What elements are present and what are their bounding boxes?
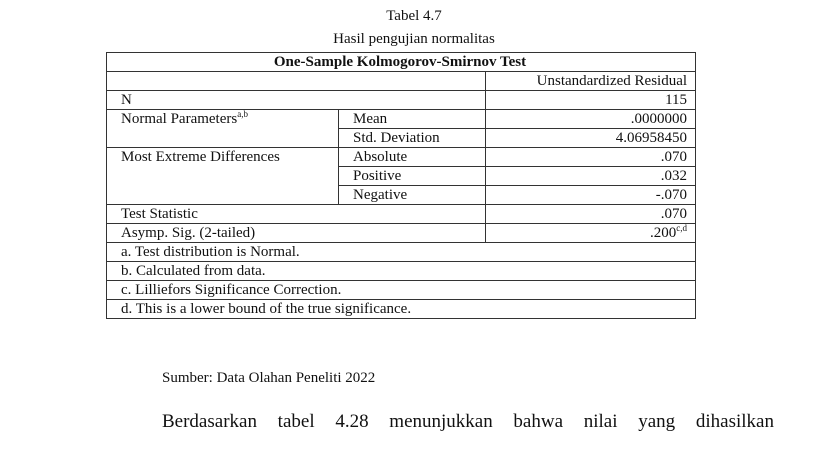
row-label-normal-parameters — [107, 110, 339, 129]
table-header-row — [107, 72, 696, 91]
asymp-sig-sup: c,d — [676, 223, 688, 233]
value-absolute: .070 — [486, 148, 696, 167]
row-label-std-deviation: Std. Deviation — [339, 129, 486, 148]
footnote-c: c. Lilliefors Significance Correction. — [107, 281, 696, 300]
table-row-test-statistic — [107, 205, 696, 224]
table-number: Tabel 4.7 — [386, 8, 442, 24]
value-test-statistic: .070 — [486, 205, 696, 224]
value-negative: -.070 — [486, 186, 696, 205]
table-row-positive — [107, 167, 696, 186]
asymp-sig-text: .200 — [650, 225, 677, 241]
normal-parameters-sup: a,b — [237, 109, 248, 119]
value-std-deviation: 4.06958450 — [486, 129, 696, 148]
body-paragraph: Berdasarkan tabel 4.28 menunjukkan bahwa nilai yang dihasilkan — [162, 411, 774, 432]
table-row-negative — [107, 186, 696, 205]
row-label-negative: Negative — [339, 186, 486, 205]
value-positive: .032 — [486, 167, 696, 186]
footnote-d: d. This is a lower bound of the true significance. — [107, 300, 696, 319]
ks-test-table — [106, 52, 696, 319]
spacer-cell — [107, 129, 339, 148]
header-blank-cell — [107, 72, 486, 91]
spacer-cell — [107, 167, 339, 186]
footnote-a: a. Test distribution is Normal. — [107, 243, 696, 262]
value-asymp-sig — [486, 224, 696, 243]
value-n: 115 — [486, 91, 696, 110]
row-label-absolute: Absolute — [339, 148, 486, 167]
normal-parameters-text: Normal Parameters — [121, 111, 238, 127]
table-row-std-deviation — [107, 129, 696, 148]
footnote-row — [107, 300, 696, 319]
row-label-positive: Positive — [339, 167, 486, 186]
row-label-most-extreme-differences: Most Extreme Differences — [107, 148, 339, 167]
table-title: Hasil pengujian normalitas — [333, 31, 495, 47]
value-mean: .0000000 — [486, 110, 696, 129]
table-row-mean — [107, 110, 696, 129]
row-label-asymp-sig: Asymp. Sig. (2-tailed) — [107, 224, 486, 243]
row-label-test-statistic: Test Statistic — [107, 205, 486, 224]
ks-test-title: One-Sample Kolmogorov-Smirnov Test — [107, 53, 696, 72]
column-header-unstandardized-residual: Unstandardized Residual — [486, 72, 696, 91]
footnote-row — [107, 281, 696, 300]
footnote-row — [107, 243, 696, 262]
footnote-row — [107, 262, 696, 281]
table-row-absolute — [107, 148, 696, 167]
row-label-mean: Mean — [339, 110, 486, 129]
table-title-row — [107, 53, 696, 72]
table-row-asymp-sig — [107, 224, 696, 243]
spacer-cell — [107, 186, 339, 205]
table-source: Sumber: Data Olahan Peneliti 2022 — [162, 370, 376, 386]
table-row-n — [107, 91, 696, 110]
footnote-b: b. Calculated from data. — [107, 262, 696, 281]
row-label-n: N — [107, 91, 486, 110]
